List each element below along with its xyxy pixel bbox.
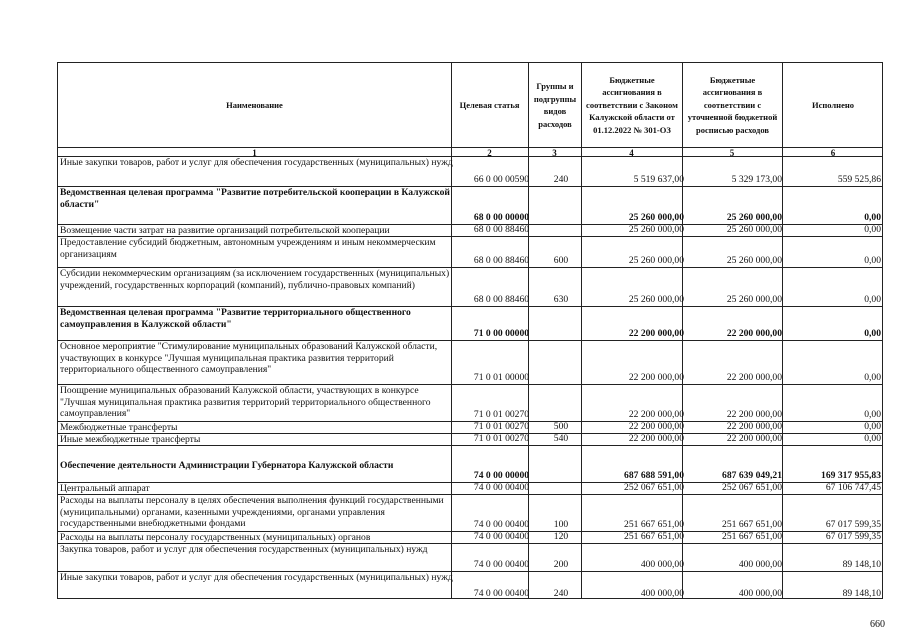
budget-table [57,62,883,599]
row-done: 67 106 747,45 [825,482,881,493]
row-target: 71 0 01 00270 [473,433,530,444]
header-target: Целевая статья [459,99,520,110]
row-law: 25 260 000,00 [628,224,684,235]
row-name: Ведомственная целевая программа "Развитие потребительской кооперации в Калужской области" [60,187,450,210]
row-list: 400 000,00 [738,559,782,570]
row-target: 68 0 00 88460 [473,224,530,235]
header-group: Группы и подгруппы видов расходов [533,81,577,129]
row-done: 0,00 [864,372,881,383]
row-list: 687 639 049,21 [722,470,782,481]
header-done: Исполнено [811,99,854,110]
row-list: 22 200 000,00 [726,433,782,444]
row-target: 74 0 00 00000 [473,470,530,481]
row-list: 25 260 000,00 [726,255,782,266]
row-done: 559 525,86 [837,174,881,185]
row-list: 25 260 000,00 [726,224,782,235]
row-group: 500 [553,421,569,432]
row-target: 71 0 00 00000 [473,328,530,339]
row-law: 22 200 000,00 [628,409,684,420]
row-done: 0,00 [864,294,881,305]
row-done: 0,00 [864,224,881,235]
row-name: Закупка товаров, работ и услуг для обеспечения государственных (муниципальных) нужд [60,544,428,555]
row-done: 0,00 [864,421,881,432]
row-law: 22 200 000,00 [628,421,684,432]
row-group: 100 [553,519,569,530]
row-name: Иные закупки товаров, работ и услуг для обеспечения государственных (муниципальных) нужд [60,157,453,168]
row-target: 74 0 00 00400 [473,482,530,493]
row-done: 67 017 599,35 [825,531,881,542]
row-group: 240 [553,588,569,599]
row-group: 120 [553,531,569,542]
column-number-2: 2 [487,148,492,158]
row-list: 251 667 651,00 [722,519,782,530]
row-target: 74 0 00 00400 [473,588,530,599]
row-done: 89 148,10 [842,588,881,599]
row-list: 252 067 651,00 [722,482,782,493]
row-target: 74 0 00 00400 [473,531,530,542]
column-number-3: 3 [552,148,557,158]
header-law: Бюджетные ассигнования в соответствии с Законом Калужской области от 01.12.2022 № 301-ОЗ [586,74,678,135]
row-law: 400 000,00 [640,588,684,599]
row-done: 89 148,10 [842,559,881,570]
row-group: 200 [553,559,569,570]
row-law: 251 667 651,00 [624,519,684,530]
row-law: 400 000,00 [640,559,684,570]
row-law: 25 260 000,00 [628,212,684,223]
row-list: 400 000,00 [738,588,782,599]
row-name: Иные межбюджетные трансферты [60,434,201,445]
page-number: 660 [870,619,885,630]
row-name: Межбюджетные трансферты [60,422,178,433]
row-name: Центральный аппарат [60,483,150,494]
row-target: 74 0 00 00400 [473,519,530,530]
row-list: 22 200 000,00 [726,409,782,420]
header-name: Наименование [226,99,283,110]
row-name: Возмещение части затрат на развитие организаций потребительской кооперации [60,225,390,236]
column-number-4: 4 [629,148,634,158]
row-law: 5 519 637,00 [633,174,684,185]
row-law: 251 667 651,00 [624,531,684,542]
row-target: 68 0 00 88460 [473,294,530,305]
row-target: 71 0 01 00270 [473,421,530,432]
row-list: 22 200 000,00 [726,421,782,432]
row-target: 68 0 00 00000 [473,212,530,223]
row-group: 540 [553,433,569,444]
column-number-5: 5 [729,148,735,158]
row-done: 0,00 [864,328,881,339]
row-done: 0,00 [864,409,881,420]
row-divider [58,147,882,148]
row-law: 22 200 000,00 [628,372,684,383]
row-name: Расходы на выплаты персоналу в целях обеспечения выполнения функций государственными (муниципальными) органами, казенными учреждениями, органами управления государственными внебюджетными фондами [60,495,444,529]
row-list: 22 200 000,00 [726,328,782,339]
row-group: 630 [553,294,569,305]
row-group: 600 [553,255,569,266]
row-law: 22 200 000,00 [628,328,684,339]
header-list: Бюджетные ассигнования в соответствии с уточненной бюджетной росписью расходов [687,74,778,135]
row-target: 71 0 01 00270 [473,409,530,420]
row-law: 687 688 591,00 [624,470,684,481]
row-done: 0,00 [864,212,881,223]
row-name: Основное мероприятие "Стимулирование муниципальных образований Калужской области, участвующих в конкурсе "Лучшая муниципальная практика развития территорий территориального общественного самоуправления" [60,341,438,375]
row-list: 5 329 173,00 [731,174,782,185]
column-number-1: 1 [252,148,257,158]
row-target: 74 0 00 00400 [473,559,530,570]
row-law: 22 200 000,00 [628,433,684,444]
row-name: Обеспечение деятельности Администрации Губернатора Калужской области [60,460,394,471]
row-done: 0,00 [864,433,881,444]
row-done: 169 317 955,83 [821,470,881,481]
row-list: 25 260 000,00 [726,294,782,305]
row-list: 22 200 000,00 [726,372,782,383]
row-divider [58,445,882,446]
row-target: 68 0 00 88460 [473,255,530,266]
column-number-6: 6 [830,148,836,158]
row-target: 66 0 00 00590 [473,174,530,185]
row-name: Иные закупки товаров, работ и услуг для обеспечения государственных (муниципальных) нужд [60,572,453,583]
row-law: 25 260 000,00 [628,255,684,266]
row-name: Предоставление субсидий бюджетным, автономным учреждениям и иным некоммерческим организациям [60,237,436,260]
row-done: 67 017 599,35 [825,519,881,530]
row-group: 240 [553,174,569,185]
row-name: Субсидии некоммерческим организациям (за исключением государственных (муниципальных) учреждений, государственных корпораций (компаний), публично-правовых компаний) [60,268,450,291]
row-law: 252 067 651,00 [624,482,684,493]
row-list: 251 667 651,00 [722,531,782,542]
row-name: Поощрение муниципальных образований Калужской области, участвующих в конкурсе "Лучшая муниципальная практика развития территорий территориального общественного самоуправления" [60,385,431,419]
row-list: 25 260 000,00 [726,212,782,223]
row-done: 0,00 [864,255,881,266]
row-law: 25 260 000,00 [628,294,684,305]
row-name: Ведомственная целевая программа "Развитие территориального общественного самоуправления в Калужской области" [60,307,411,330]
row-target: 71 0 01 00000 [473,372,530,383]
row-name: Расходы на выплаты персоналу государственных (муниципальных) органов [60,532,371,543]
